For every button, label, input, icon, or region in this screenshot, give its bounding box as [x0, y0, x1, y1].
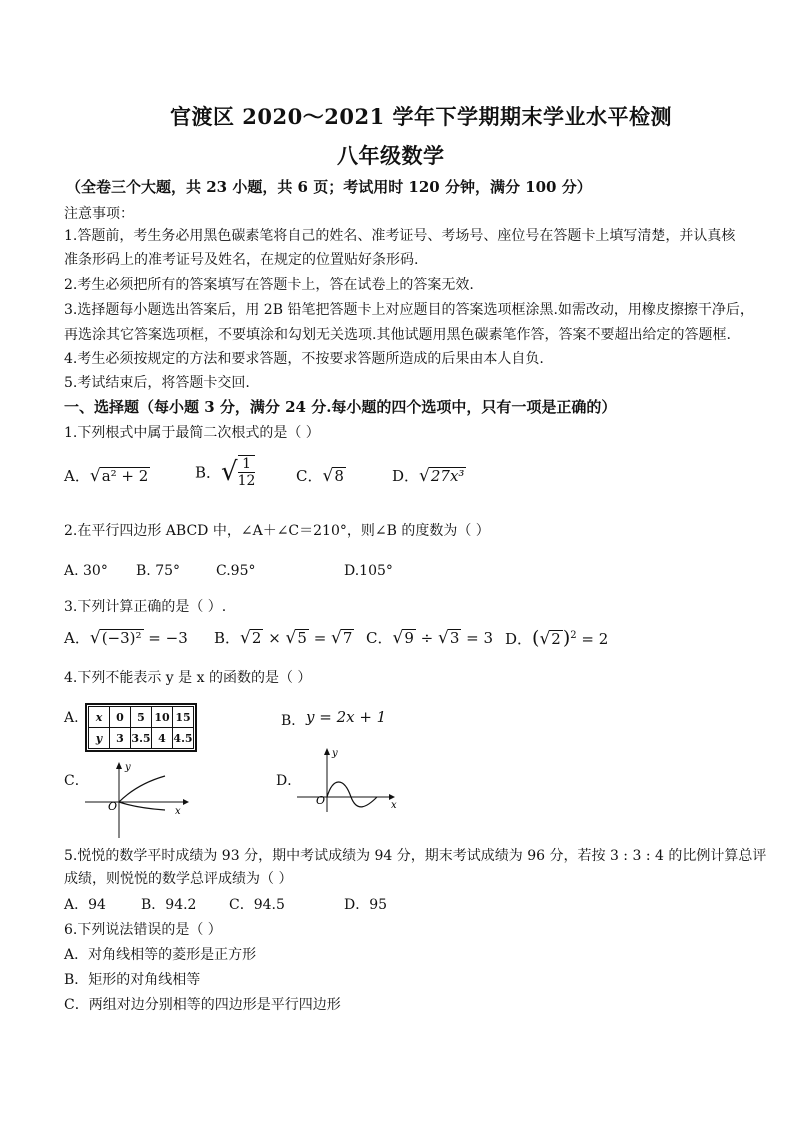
q1-option-b-label: B．: [195, 463, 222, 482]
y-axis-label: y: [125, 762, 131, 773]
q3-option-d: [505, 627, 608, 649]
note-4: 4.考生必须按规定的方法和要求答题，不按要求答题所造成的后果由本人自负.: [64, 351, 544, 367]
q6-option-b: B．矩形的对角线相等: [64, 972, 201, 988]
q3-c-rhs: = 3: [461, 629, 494, 647]
table-cell: 10: [152, 707, 173, 728]
q3-d-radicand: 2: [551, 630, 561, 648]
q6-stem: 6.下列说法错误的是（ ）: [64, 922, 222, 938]
q1-option-c-label: C．: [296, 467, 323, 485]
note-2: 2.考生必须把所有的答案填写在答题卡上，答在试卷上的答案无效.: [64, 277, 474, 293]
section-1-heading: 一、选择题（每小题 3 分，满分 24 分.每小题的四个选项中，只有一项是正确的）: [64, 398, 617, 416]
radical-sign: √: [331, 628, 342, 648]
q1-c-radicand: 8: [334, 467, 344, 485]
q3-b-radicand-1: 2: [251, 629, 262, 647]
q1-b-denominator: 12: [237, 473, 256, 489]
q5-stem-line-2: 成绩，则悦悦的数学总评成绩为（ ）: [64, 871, 293, 887]
q5-option-a: A．94: [64, 897, 106, 913]
table-cell: 5: [131, 707, 152, 728]
q3-a-radicand: (−3)²: [101, 629, 142, 647]
table-cell: 15: [173, 707, 194, 728]
right-paren: ): [562, 627, 571, 649]
q4-option-a-label: A.: [64, 710, 79, 726]
table-cell: 3: [110, 728, 131, 749]
x-axis-arrow: [183, 799, 189, 805]
q3-a-rhs: = −3: [143, 629, 188, 647]
table-cell: 0: [110, 707, 131, 728]
q2-stem: 2.在平行四边形 ABCD 中，∠A＋∠C＝210°，则∠B 的度数为（ ）: [64, 523, 490, 539]
q1-option-a-label: A．: [64, 467, 90, 485]
origin-label: O: [316, 794, 326, 807]
q4-option-c-graph: [85, 758, 195, 840]
radical-sign: √: [437, 628, 449, 648]
radical-sign: √: [240, 628, 251, 648]
q1-d-radicand: 27x³: [430, 467, 465, 485]
radical-sign: √: [392, 628, 404, 648]
table-cell: 4: [152, 728, 173, 749]
q3-c-radicand-2: 3: [449, 629, 460, 647]
note-3-line-1: 3.选择题每小题选出答案后，用 2B 铅笔把答题卡上对应题目的答案选项框涂黑.如需改动，用橡皮擦擦干净后，: [64, 302, 754, 318]
q4-function-table: [85, 703, 197, 752]
q2-option-d: D.105°: [344, 563, 393, 579]
q1-option-b: [195, 455, 255, 489]
q4-stem: 4.下列不能表示 y 是 x 的函数的是（ ）: [64, 670, 312, 686]
table-cell: x: [89, 707, 110, 728]
q5-option-c: C．94.5: [229, 897, 285, 913]
lower-curve: [119, 802, 165, 810]
radical-sign: √: [221, 457, 238, 487]
exam-subtitle: 八年级数学: [337, 143, 445, 168]
origin-label: O: [108, 800, 118, 813]
q4-option-d-graph: [297, 744, 407, 814]
q2-option-c: C.95°: [216, 563, 256, 579]
q1-option-d-label: D．: [392, 467, 420, 485]
radical-sign: √: [419, 466, 430, 486]
q5-option-d: D．95: [344, 897, 388, 913]
q6-option-a: A．对角线相等的菱形是正方形: [64, 947, 257, 963]
q1-option-a: [64, 465, 150, 486]
left-paren: (: [532, 627, 540, 649]
notes-heading: 注意事项：: [64, 206, 134, 222]
exam-title: 官渡区 2020～2021 学年下学期期末学业水平检测: [170, 104, 673, 129]
q3-option-d-label: D．: [505, 630, 533, 648]
q4-option-d-label: D．: [276, 773, 302, 789]
table-cell: 3.5: [131, 728, 152, 749]
y-axis-arrow: [116, 762, 122, 769]
x-axis-label: x: [175, 806, 181, 817]
x-axis-label: x: [391, 800, 397, 811]
q3-b-operator: ×: [263, 629, 286, 647]
q3-d-exponent: 2: [570, 630, 577, 641]
q3-option-a-label: A．: [64, 629, 90, 647]
y-axis-arrow: [324, 748, 330, 755]
wave-curve: [327, 782, 377, 807]
q3-b-equals: =: [308, 629, 332, 647]
table-cell: y: [89, 728, 110, 749]
q3-d-rhs: = 2: [576, 630, 609, 648]
table-row: [89, 728, 194, 749]
q5-option-b: B．94.2: [141, 897, 197, 913]
note-5: 5.考试结束后，将答题卡交回.: [64, 375, 250, 391]
q1-b-numerator: 1: [238, 456, 256, 473]
radical-sign: √: [89, 466, 101, 486]
exam-info: （全卷三个大题，共 23 小题，共 6 页；考试用时 120 分钟，满分 100 分）: [66, 178, 592, 196]
q4-option-c-label: C．: [64, 773, 89, 789]
upper-curve: [119, 776, 165, 802]
q4-option-b-expression: y = 2x + 1: [306, 708, 387, 726]
note-1-line-1: 1.答题前，考生务必用黑色碳素笔将自己的姓名、准考证号、考场号、座位号在答题卡上填写清楚，并认真核: [64, 228, 736, 244]
q3-stem: 3.下列计算正确的是（ ）.: [64, 599, 227, 615]
q5-stem-line-1: 5.悦悦的数学平时成绩为 93 分，期中考试成绩为 94 分，期末考试成绩为 96 分，若按 3 : 3 : 4 的比例计算总评: [64, 848, 767, 864]
radical-sign: √: [89, 628, 101, 648]
q4-option-b-label: B．: [281, 713, 306, 729]
q3-c-operator: ÷: [415, 629, 438, 647]
q3-option-c-label: C．: [366, 629, 393, 647]
table-row: [89, 707, 194, 728]
q1-b-fraction: [238, 455, 256, 489]
radical-sign: √: [285, 628, 297, 648]
y-axis-label: y: [332, 748, 338, 759]
q3-option-a: [64, 627, 188, 648]
q1-option-d: [392, 465, 466, 486]
radical-sign: √: [322, 466, 334, 486]
q2-option-a: A. 30°: [64, 563, 108, 579]
q2-option-b: B. 75°: [136, 563, 181, 579]
table-cell: 4.5: [173, 728, 194, 749]
note-3-line-2: 再选涂其它答案选项框，不要填涂和勾划无关选项.其他试题用黑色碳素笔作答，答案不要超出给定的答题框.: [64, 327, 731, 343]
q3-option-b: [214, 627, 354, 648]
q3-option-b-label: B．: [214, 629, 241, 647]
radical-sign: √: [539, 629, 551, 649]
q3-c-radicand-1: 9: [404, 629, 414, 647]
q1-a-radicand: a² + 2: [101, 467, 149, 485]
q1-option-c: [296, 465, 346, 486]
q4-table: [88, 706, 194, 749]
q6-option-c: C．两组对边分别相等的四边形是平行四边形: [64, 997, 341, 1013]
note-1-line-2: 准条形码上的准考证号及姓名，在规定的位置贴好条形码.: [64, 252, 419, 268]
q3-b-radicand-2: 5: [297, 629, 307, 647]
q3-option-c: [366, 627, 493, 648]
q1-stem: 1.下列根式中属于最简二次根式的是（ ）: [64, 425, 320, 441]
q3-b-radicand-3: 7: [342, 629, 353, 647]
